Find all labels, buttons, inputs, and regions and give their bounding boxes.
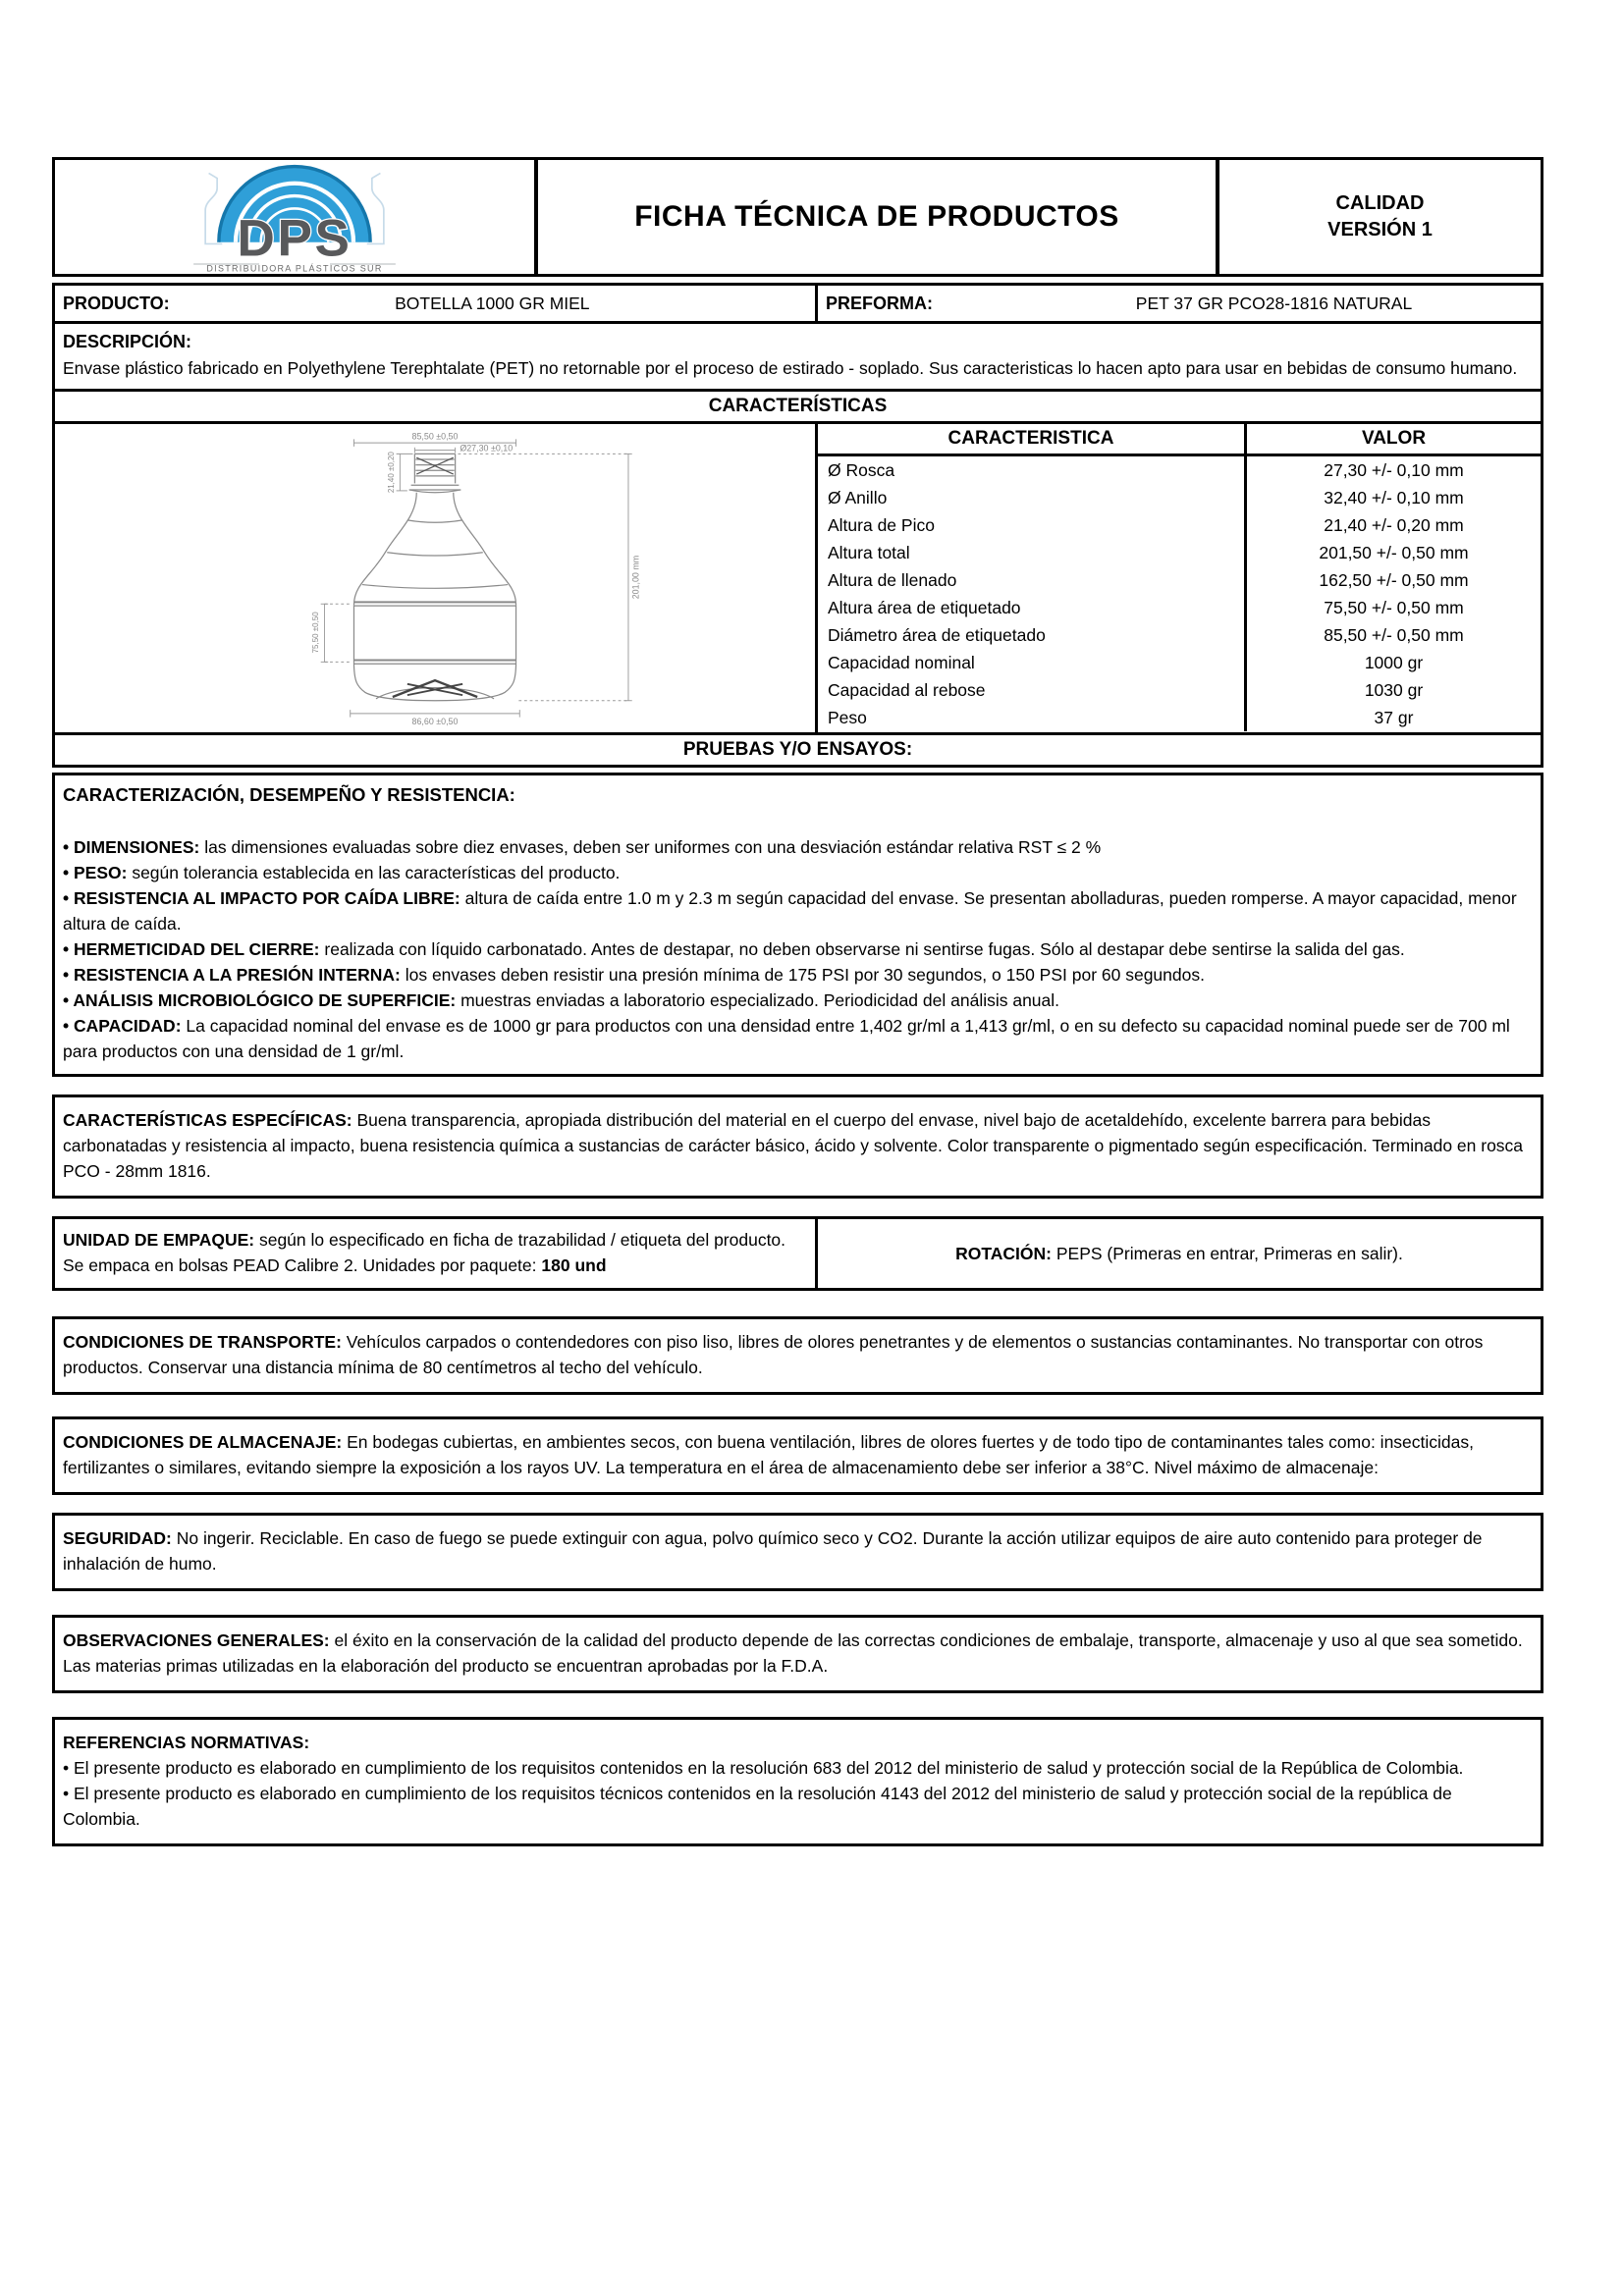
char-name: Ø Rosca xyxy=(828,460,895,480)
specific-label: CARACTERÍSTICAS ESPECÍFICAS: xyxy=(63,1110,352,1130)
bullet-label: • RESISTENCIA AL IMPACTO POR CAÍDA LIBRE: xyxy=(63,888,460,908)
char-name: Altura de Pico xyxy=(828,515,935,535)
bullet-text: las dimensiones evaluadas sobre diez envases, deben ser uniformes con una desviación estándar relativa RST ≤ 2 % xyxy=(199,837,1102,857)
char-value: 1030 gr xyxy=(1244,676,1541,704)
bullet-label: • PESO: xyxy=(63,863,128,882)
specific-characteristics-section xyxy=(52,1095,1543,1199)
packaging-label: UNIDAD DE EMPAQUE: xyxy=(63,1230,255,1250)
char-name: Ø Anillo xyxy=(828,488,888,507)
characterization-section xyxy=(52,773,1543,1077)
col-header-characteristic: CARACTERISTICA xyxy=(947,428,1114,449)
bullet-text: los envases deben resistir una presión mínima de 175 PSI por 30 segundos, o 150 PSI por 60 segundos. xyxy=(400,965,1205,985)
bullet-label: • RESISTENCIA A LA PRESIÓN INTERNA: xyxy=(63,965,401,985)
document-page xyxy=(52,157,1543,1846)
test-bullet xyxy=(63,834,1529,860)
bullet-text: según tolerancia establecida en las características del producto. xyxy=(127,863,621,882)
characteristics-area xyxy=(55,424,1541,735)
preform-value: PET 37 GR PCO28-1816 NATURAL xyxy=(1135,293,1413,313)
char-name: Diámetro área de etiquetado xyxy=(828,625,1046,645)
storage-text: En bodegas cubiertas, en ambientes secos, con buena ventilación, libres de olores fuertes y de todo tipo de contaminantes tales como: insecticidas, fertilizantes o similares, evitando siempre la exposición a los rayos UV. La temperatura en el área de almacenamiento debe ser inferior a 38°C. Nivel máximo de almacenaje: xyxy=(63,1432,1474,1477)
rotation-text: PEPS (Primeras en entrar, Primeras en salir). xyxy=(1051,1244,1403,1263)
dim-top-width: 85,50 ±0,50 xyxy=(411,431,459,442)
char-name: Peso xyxy=(828,708,867,727)
rotation-label: ROTACIÓN: xyxy=(955,1244,1052,1263)
safety-label: SEGURIDAD: xyxy=(63,1528,172,1548)
observations-section xyxy=(52,1615,1543,1693)
test-bullet xyxy=(63,1013,1529,1064)
table-row xyxy=(818,649,1541,676)
preform-cell xyxy=(818,286,1541,321)
table-row xyxy=(818,621,1541,649)
logo-caption: DISTRIBUIDORA PLÁSTICOS SUR xyxy=(206,263,383,274)
bullet-text: La capacidad nominal del envase es de 1000 gr para productos con una densidad entre 1,402 gr/ml a 1,413 gr/ml, o en su defecto su capacidad nominal puede ser de 700 ml para productos con una densidad de 1 gr/ml. xyxy=(63,1016,1510,1061)
references-title: REFERENCIAS NORMATIVAS: xyxy=(63,1733,310,1752)
bottle-technical-drawing-icon xyxy=(170,430,700,726)
table-row xyxy=(818,484,1541,511)
characteristics-table xyxy=(818,424,1541,732)
references-section xyxy=(52,1717,1543,1846)
packaging-units: 180 und xyxy=(541,1255,607,1275)
document-title-cell xyxy=(538,160,1219,274)
dim-bottom-width: 86,60 ±0,50 xyxy=(411,717,459,726)
char-name: Altura área de etiquetado xyxy=(828,598,1021,617)
description-section xyxy=(55,324,1541,392)
observations-label: OBSERVACIONES GENERALES: xyxy=(63,1630,330,1650)
specific-text: Buena transparencia, apropiada distribución del material en el cuerpo del envase, nivel bajo de acetaldehído, excelente barrera para bebidas carbonatadas y resistencia al impacto, buena resistencia química a sustancias de carácter básico, ácido y solvente. Color transparente o pigmentado según especificación. Terminado en rosca PCO - 28mm 1816. xyxy=(63,1110,1524,1181)
packaging-cell xyxy=(55,1219,818,1288)
tests-section-title: PRUEBAS Y/O ENSAYOS: xyxy=(682,739,913,760)
table-row xyxy=(818,594,1541,621)
packaging-text: según lo especificado en ficha de trazabilidad / etiqueta del producto. Se empaca en bolsas PEAD Calibre 2. Unidades por paquete: xyxy=(63,1230,786,1275)
packaging-rotation-row xyxy=(52,1216,1543,1291)
char-value: 162,50 +/- 0,50 mm xyxy=(1244,566,1541,594)
dim-neck-height: 21,40 ±0,20 xyxy=(386,452,396,494)
storage-label: CONDICIONES DE ALMACENAJE: xyxy=(63,1432,343,1452)
char-name: Capacidad al rebose xyxy=(828,680,986,700)
reference-item: • El presente producto es elaborado en cumplimiento de los requisitos contenidos en la resolución 683 del 2012 del ministerio de salud y protección social de la República de Colombia. xyxy=(63,1758,1464,1778)
table-row xyxy=(818,704,1541,731)
bullet-label: • ANÁLISIS MICROBIOLÓGICO DE SUPERFICIE: xyxy=(63,990,457,1010)
char-value: 32,40 +/- 0,10 mm xyxy=(1244,484,1541,511)
quality-version-cell xyxy=(1219,160,1541,274)
bullet-text: altura de caída entre 1.0 m y 2.3 m según capacidad del envase. Se presentan abolladuras, pueden romperse. A mayor capacidad, menor altura de caída. xyxy=(63,888,1517,934)
storage-section xyxy=(52,1416,1543,1495)
bullet-text: realizada con líquido carbonatado. Antes de destapar, no deben observarse ni sentirse fugas. Sólo al destapar debe sentirse la salida del gas. xyxy=(319,939,1405,959)
transport-section xyxy=(52,1316,1543,1395)
company-logo xyxy=(55,160,538,274)
safety-section xyxy=(52,1513,1543,1591)
char-value: 27,30 +/- 0,10 mm xyxy=(1244,456,1541,484)
product-cell xyxy=(55,286,818,321)
safety-text: No ingerir. Reciclable. En caso de fuego se puede extinguir con agua, polvo químico seco y CO2. Durante la acción utilizar equipos de aire auto contenido para proteger de inhalación de humo. xyxy=(63,1528,1483,1574)
characteristics-title: CARACTERÍSTICAS xyxy=(55,392,1541,424)
test-bullet xyxy=(63,988,1529,1013)
bullet-label: • CAPACIDAD: xyxy=(63,1016,182,1036)
test-bullet xyxy=(63,885,1529,936)
table-row xyxy=(818,566,1541,594)
characterization-title: CARACTERIZACIÓN, DESEMPEÑO Y RESISTENCIA: xyxy=(63,784,515,805)
char-value: 75,50 +/- 0,50 mm xyxy=(1244,594,1541,621)
table-row xyxy=(818,456,1541,484)
bullet-text: muestras enviadas a laboratorio especializado. Periodicidad del análisis anual. xyxy=(456,990,1060,1010)
table-row xyxy=(818,676,1541,704)
product-label: PRODUCTO: xyxy=(63,293,170,313)
char-name: Altura total xyxy=(828,543,910,562)
bullet-label: • HERMETICIDAD DEL CIERRE: xyxy=(63,939,320,959)
bottle-drawing-cell xyxy=(55,424,818,732)
test-bullet xyxy=(63,962,1529,988)
char-value: 1000 gr xyxy=(1244,649,1541,676)
dps-logo-icon xyxy=(137,158,452,276)
dim-thread-diameter: Ø27,30 ±0,10 xyxy=(460,443,514,454)
bullet-label: • DIMENSIONES: xyxy=(63,837,200,857)
product-row xyxy=(55,286,1541,324)
char-value: 21,40 +/- 0,20 mm xyxy=(1244,511,1541,539)
characteristics-table-header xyxy=(818,424,1541,456)
char-name: Capacidad nominal xyxy=(828,653,975,672)
rotation-cell xyxy=(818,1219,1541,1288)
col-header-value: VALOR xyxy=(1244,424,1541,454)
test-bullet xyxy=(63,936,1529,962)
description-label: DESCRIPCIÓN: xyxy=(63,332,192,351)
quality-label: CALIDAD xyxy=(1335,192,1425,214)
logo-text: DPS xyxy=(237,209,352,268)
dim-label-height: 75,50 ±0,50 xyxy=(310,612,320,654)
test-bullet xyxy=(63,860,1529,885)
table-row xyxy=(818,511,1541,539)
description-text: Envase plástico fabricado en Polyethylene Terephtalate (PET) no retornable por el proceso de estirado - soplado. Sus caracteristicas lo hacen apto para usar en bebidas de consumo humano. xyxy=(63,358,1518,378)
char-value: 37 gr xyxy=(1244,704,1541,731)
char-value: 201,50 +/- 0,50 mm xyxy=(1244,539,1541,566)
product-value: BOTELLA 1000 GR MIEL xyxy=(395,293,590,313)
main-spec-table xyxy=(52,283,1543,768)
transport-text: Vehículos carpados o contendedores con piso liso, libres de olores penetrantes y de elementos o sustancias contaminantes. No transportar con otros productos. Conservar una distancia mínima de 80 centímetros al techo del vehículo. xyxy=(63,1332,1484,1377)
transport-label: CONDICIONES DE TRANSPORTE: xyxy=(63,1332,342,1352)
preform-label: PREFORMA: xyxy=(826,293,933,313)
char-name: Altura de llenado xyxy=(828,570,957,590)
page-title: FICHA TÉCNICA DE PRODUCTOS xyxy=(634,200,1119,233)
reference-item: • El presente producto es elaborado en cumplimiento de los requisitos técnicos contenidos en la resolución 4143 del 2012 del ministerio de salud y protección social de la república de Colombia. xyxy=(63,1784,1452,1829)
version-label: VERSIÓN 1 xyxy=(1327,219,1433,240)
dim-total-height: 201,00 mm xyxy=(630,555,641,600)
header xyxy=(52,157,1543,277)
table-row xyxy=(818,539,1541,566)
observations-text: el éxito en la conservación de la calidad del producto depende de las correctas condiciones de embalaje, transporte, almacenaje y uso al que sea sometido. Las materias primas utilizadas en la elaboración del producto se encuentran aprobadas por la F.D.A. xyxy=(63,1630,1523,1676)
char-value: 85,50 +/- 0,50 mm xyxy=(1244,621,1541,649)
